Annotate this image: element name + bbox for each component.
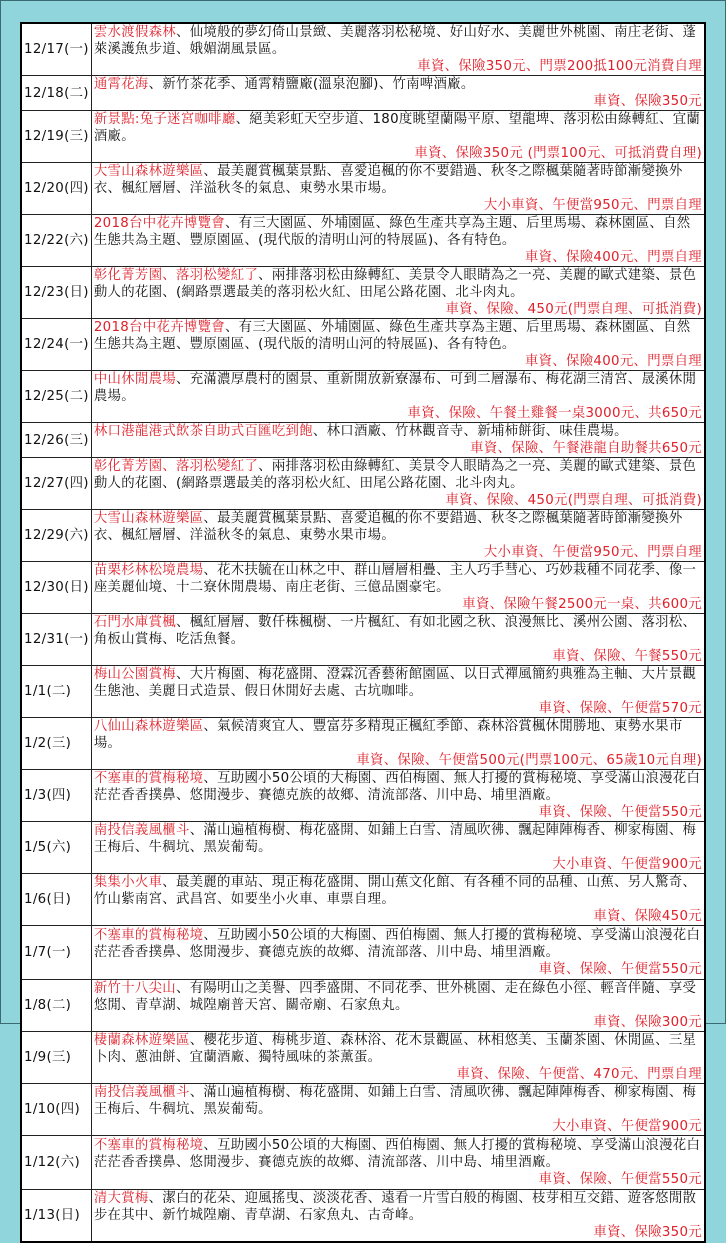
trip-date: 12/18(二): [21, 76, 91, 111]
trip-description: [91, 822, 705, 874]
trip-date: 12/20(四): [21, 163, 91, 215]
trip-details: 、櫻花步道、梅桃步道、森林浴、花木景觀區、林相悠美、玉蘭茶園、休閒區、三星卜肉、蔥油餅、宜蘭酒廠、獨特風味的茶薰蛋。: [93, 1033, 697, 1065]
schedule-row: [21, 371, 705, 423]
trip-details: 、最美麗的車站、現正梅花盛開、開山蕉文化館、有各種不同的品種、山蕉、另人驚奇、竹山紫南宮、武昌宮、如要坐小火車、車票自理。: [93, 875, 697, 907]
trip-title[interactable]: 南投信義風櫃斗: [93, 1085, 190, 1100]
trip-details: 、充滿濃厚農村的園景、重新開放新寮瀑布、可到二層瀑布、梅花湖三清宮、晟溪休閒農場。: [93, 372, 697, 404]
trip-details: 、有三大園區、外埔園區、綠色生產共享為主題、后里馬場、森林園區、自然生態共為主題、豐原園區、(現代版的清明山河的特展區)、各有特色。: [93, 320, 691, 352]
trip-title[interactable]: 2018台中花卉博覽會: [93, 216, 225, 231]
trip-details: 、滿山遍植梅樹、梅花盛開、如鋪上白雪、清風吹彿、飄起陣陣梅香、柳家梅園、梅王梅后、牛稠坑、黑炭葡萄。: [93, 823, 697, 855]
schedule-row: [21, 822, 705, 874]
schedule-row: [21, 1084, 705, 1136]
trip-title[interactable]: 林口港龍港式飲茶自助式百匯吃到飽: [93, 424, 313, 439]
schedule-row: [21, 510, 705, 562]
schedule-row: [21, 458, 705, 510]
schedule-row: [21, 1190, 705, 1243]
trip-description: [91, 562, 705, 614]
schedule-row: [21, 718, 705, 770]
trip-title[interactable]: 棲蘭森林遊樂區: [93, 1033, 190, 1048]
trip-description: [91, 874, 705, 926]
trip-price: 車資、保險400元、門票自理: [524, 250, 702, 265]
trip-price: 車資、保險、午便當550元: [538, 1172, 702, 1187]
schedule-row: [21, 666, 705, 718]
trip-date: 1/2(三): [21, 718, 91, 770]
trip-details: 、新竹茶花季、通霄精鹽廠(溫泉泡腳)、竹南啤酒廠。: [148, 77, 475, 92]
trip-details: 、氣候清爽宜人、豐富芬多精現正楓紅季節、森林浴賞楓休閒勝地、東勢水果市場。: [93, 719, 683, 751]
trip-description: [91, 76, 705, 111]
schedule-row: [21, 23, 705, 76]
trip-title[interactable]: 雲水渡假森林: [93, 25, 176, 40]
trip-date: 12/25(二): [21, 371, 91, 423]
schedule-row: [21, 215, 705, 267]
trip-date: 12/19(三): [21, 111, 91, 163]
trip-price: 車資、保險350元: [593, 94, 702, 109]
trip-title[interactable]: 大雪山森林遊樂區: [93, 164, 204, 179]
trip-title[interactable]: 中山休閒農場: [93, 372, 176, 387]
trip-description: [91, 458, 705, 510]
trip-description: [91, 770, 705, 822]
trip-description: [91, 23, 705, 76]
trip-date: 1/8(二): [21, 980, 91, 1032]
trip-description: [91, 510, 705, 562]
trip-price: 車資、保險400元、門票自理: [524, 354, 702, 369]
trip-title[interactable]: 不塞車的賞梅秘境: [93, 928, 204, 943]
trip-date: 12/17(一): [21, 23, 91, 76]
trip-title[interactable]: 不塞車的賞梅秘境: [93, 771, 204, 786]
trip-description: [91, 926, 705, 980]
trip-price: 車資、保險350元: [593, 1225, 702, 1240]
trip-price: 車資、保險350元、門票200抵100元消費自理: [417, 59, 702, 74]
trip-details: 、大片梅園、梅花盛開、澄霖沉香藝術館園區、以日式禪風簡約典雅為主軸、大片景觀生態池、美麗日式造景、假日休閒好去處、古坑咖啡。: [93, 667, 697, 699]
trip-date: 1/9(三): [21, 1032, 91, 1084]
schedule-row: [21, 163, 705, 215]
trip-description: [91, 1190, 705, 1243]
trip-title[interactable]: 南投信義風櫃斗: [93, 823, 190, 838]
trip-details: 、兩排落羽松由綠轉紅、美景令人眼睛為之一亮、美麗的歐式建築、景色動人的花園、(網路票選最美的落羽松火紅、田尾公路花園、北斗肉丸。: [93, 459, 697, 491]
trip-title[interactable]: 大雪山森林遊樂區: [93, 511, 204, 526]
trip-title[interactable]: 新竹十八尖山: [93, 981, 176, 996]
trip-date: 12/27(四): [21, 458, 91, 510]
trip-price: 大小車資、午便當900元: [552, 1119, 702, 1134]
trip-description: [91, 1032, 705, 1084]
trip-details: 、有三大園區、外埔園區、綠色生產共享為主題、后里馬場、森林園區、自然生態共為主題、豐原園區、(現代版的清明山河的特展區)、各有特色。: [93, 216, 691, 248]
trip-title[interactable]: 2018台中花卉博覽會: [93, 320, 225, 335]
trip-details: 、仙境般的夢幻倚山景緻、美麗落羽松秘境、好山好水、美麗世外桃園、南庄老街、蓬萊溪護魚步道、娥媚湖風景區。: [93, 25, 697, 57]
trip-description: [91, 215, 705, 267]
trip-price: 車資、保險、午餐港龍自助餐共650元: [470, 441, 702, 456]
schedule-row: [21, 1136, 705, 1190]
trip-details: 、林口酒廠、竹林觀音寺、新埔柿餅街、味佳農場。: [312, 424, 628, 439]
schedule-row: [21, 1032, 705, 1084]
trip-description: [91, 614, 705, 666]
trip-price: 大小車資、午便當950元、門票自理: [483, 198, 702, 213]
trip-details: 、絕美彩虹天空步道、180度眺望蘭陽平原、望龍埤、落羽松由綠轉紅、宜蘭酒廠。: [93, 112, 701, 144]
trip-date: 12/30(日): [21, 562, 91, 614]
tour-schedule-table: [20, 22, 706, 1243]
trip-description: [91, 666, 705, 718]
trip-price: 車資、保險午餐2500元一桌、共600元: [462, 597, 702, 612]
trip-date: 1/3(四): [21, 770, 91, 822]
trip-price: 車資、保險、午便當500元(門票100元、65歲10元自理): [356, 753, 702, 768]
trip-details: 、滿山遍植梅樹、梅花盛開、如鋪上白雪、清風吹彿、飄起陣陣梅香、柳家梅園、梅王梅后、牛稠坑、黑炭葡萄。: [93, 1085, 697, 1117]
trip-price: 車資、保險、450元(門票自理、可抵消費): [445, 302, 702, 317]
schedule-row: [21, 614, 705, 666]
trip-description: [91, 718, 705, 770]
trip-description: [91, 267, 705, 319]
schedule-row: [21, 319, 705, 371]
trip-description: [91, 111, 705, 163]
trip-description: [91, 1136, 705, 1190]
trip-details: 、互助國小50公頃的大梅園、西伯梅園、無人打擾的賞梅秘境、享受滿山浪漫花白茫茫香香撲鼻、悠閒漫步、賽德克族的故鄉、清流部落、川中島、埔里酒廠。: [93, 771, 701, 803]
trip-details: 、最美麗賞楓葉景點、喜愛追楓的你不要錯過、秋冬之際楓葉隨著時節漸變換外衣、楓紅層層、洋溢秋冬的氣息、東勢水果市場。: [93, 511, 683, 543]
trip-date: 1/12(六): [21, 1136, 91, 1190]
trip-description: [91, 371, 705, 423]
trip-date: 1/13(日): [21, 1190, 91, 1243]
trip-date: 12/26(三): [21, 423, 91, 458]
schedule-row: [21, 76, 705, 111]
trip-date: 12/31(一): [21, 614, 91, 666]
trip-date: 12/29(六): [21, 510, 91, 562]
trip-title[interactable]: 清大賞梅: [93, 1191, 149, 1206]
trip-date: 1/7(一): [21, 926, 91, 980]
trip-description: [91, 163, 705, 215]
trip-details: 、楓紅層層、數仟株楓樹、一片楓紅、有如北國之秋、浪漫無比、溪州公園、落羽松、角板山賞梅、吃活魚餐。: [93, 615, 697, 647]
trip-title[interactable]: 彰化菁芳園、落羽松變紅了: [93, 268, 259, 283]
trip-price: 車資、保險、午餐土雞餐一桌3000元、共650元: [407, 406, 702, 421]
trip-title[interactable]: 八仙山森林遊樂區: [93, 719, 204, 734]
trip-price: 大小車資、午便當900元: [552, 857, 702, 872]
trip-description: [91, 1084, 705, 1136]
trip-title[interactable]: 梅山公園賞梅: [93, 667, 176, 682]
schedule-row: [21, 874, 705, 926]
schedule-row: [21, 562, 705, 614]
schedule-body: [21, 23, 705, 1242]
trip-price: 車資、保險、午便當570元: [538, 701, 702, 716]
trip-description: [91, 319, 705, 371]
trip-details: 、互助國小50公頃的大梅園、西伯梅園、無人打擾的賞梅秘境、享受滿山浪漫花白茫茫香香撲鼻、悠閒漫步、賽德克族的故鄉、清流部落、川中島、埔里酒廠。: [93, 1138, 701, 1170]
trip-price: 車資、保險、450元(門票自理、可抵消費): [445, 493, 702, 508]
trip-date: 12/24(一): [21, 319, 91, 371]
trip-price: 大小車資、午便當950元、門票自理: [483, 545, 702, 560]
trip-title[interactable]: 通霄花海: [93, 77, 149, 92]
trip-title[interactable]: 苗栗杉林松境農場: [93, 563, 204, 578]
trip-date: 1/10(四): [21, 1084, 91, 1136]
trip-details: 、兩排落羽松由綠轉紅、美景令人眼睛為之一亮、美麗的歐式建築、景色動人的花園、(網路票選最美的落羽松火紅、田尾公路花園、北斗肉丸。: [93, 268, 697, 300]
trip-price: 車資、保險450元: [593, 909, 702, 924]
trip-details: 、有陽明山之美譽、四季盛開、不同花季、世外桃園、走在綠色小徑、輕音伴隨、享受悠閒、青草湖、城隍廟普天宮、關帝廟、石家魚丸。: [93, 981, 697, 1013]
trip-date: 12/23(日): [21, 267, 91, 319]
trip-details: 、花木扶毓在山林之中、群山層層相疊、主人巧手彗心、巧妙栽種不同花季、像一座美麗仙境、十二寮休閒農場、南庄老街、三億品園豪宅。: [93, 563, 697, 595]
trip-details: 、潔白的花朵、迎風搖曳、淡淡花香、遠看一片雪白般的梅園、枝芽相互交錯、遊客悠閒散步在其中、新竹城隍廟、青草湖、石家魚丸、古奇峰。: [93, 1191, 697, 1223]
trip-date: 1/1(二): [21, 666, 91, 718]
schedule-row: [21, 267, 705, 319]
schedule-row: [21, 423, 705, 458]
trip-date: 1/5(六): [21, 822, 91, 874]
trip-title[interactable]: 彰化菁芳園、落羽松變紅了: [93, 459, 259, 474]
trip-date: 12/22(六): [21, 215, 91, 267]
trip-details: 、互助國小50公頃的大梅園、西伯梅園、無人打擾的賞梅秘境、享受滿山浪漫花白茫茫香香撲鼻、悠閒漫步、賽德克族的故鄉、清流部落、川中島、埔里酒廠。: [93, 928, 701, 960]
schedule-row: [21, 926, 705, 980]
trip-date: 1/6(日): [21, 874, 91, 926]
trip-price: 車資、保險、午便當、470元、門票自理: [456, 1067, 702, 1082]
trip-description: [91, 423, 705, 458]
trip-title[interactable]: 集集小火車: [93, 875, 163, 890]
trip-price: 車資、保險、午餐550元: [552, 649, 702, 664]
trip-price: 車資、保險、午便當550元: [538, 962, 702, 977]
schedule-row: [21, 770, 705, 822]
trip-title[interactable]: 不塞車的賞梅秘境: [93, 1138, 204, 1153]
schedule-row: [21, 111, 705, 163]
trip-price: 車資、保險300元: [593, 1015, 702, 1030]
trip-price: 車資、保險350元 (門票100元、可抵消費自理): [414, 146, 702, 161]
trip-title[interactable]: 石門水庫賞楓: [93, 615, 176, 630]
trip-details: 、最美麗賞楓葉景點、喜愛追楓的你不要錯過、秋冬之際楓葉隨著時節漸變換外衣、楓紅層層、洋溢秋冬的氣息、東勢水果市場。: [93, 164, 683, 196]
trip-price: 車資、保險、午便當550元: [538, 805, 702, 820]
trip-title[interactable]: 新景點:兔子迷宮咖啡廳: [93, 112, 236, 127]
